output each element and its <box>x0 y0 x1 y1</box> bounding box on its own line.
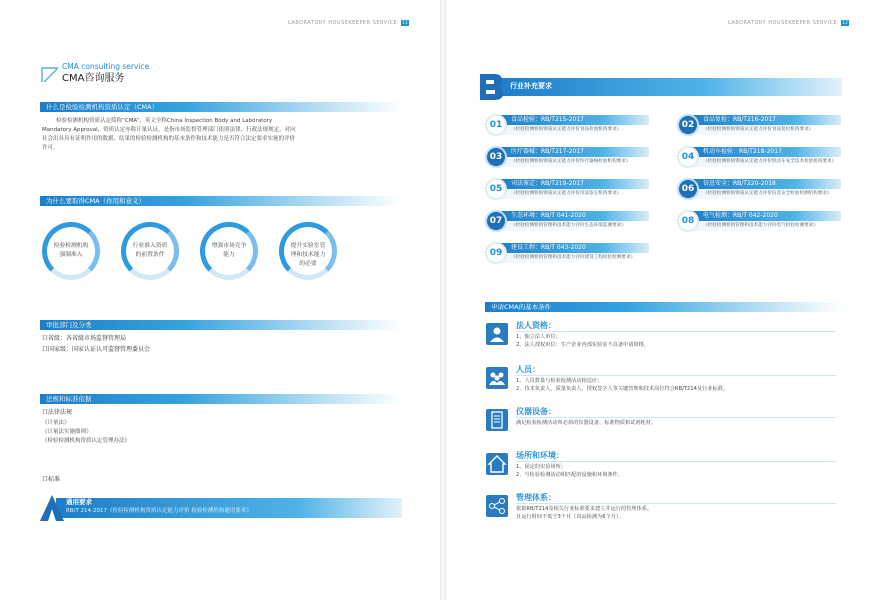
right-page-header <box>728 20 849 26</box>
requirement-title: 信息安全：RB/T220-2018 <box>687 179 841 189</box>
people-icon <box>486 367 508 389</box>
requirement-number: 07 <box>485 210 507 232</box>
condition-title: 法人资格： <box>516 321 556 330</box>
condition-line: 1、人员数量与检验检测活动相适应； <box>516 378 603 384</box>
title-chinese: CMA咨询服务 <box>62 73 125 84</box>
requirement-title: 医疗器械：RB/T217-2017 <box>495 147 649 157</box>
requirement-standard: 《检验检测机构资质认定能力评价机动车安全技术检验机构要求》 <box>687 157 841 167</box>
laws-heading: 口法律法规 <box>42 409 73 416</box>
requirement-title: 食品检验：RB/T215-2017 <box>495 115 649 125</box>
section-b-title: 行业补充要求 <box>510 82 552 90</box>
condition-line: 且运行时间不低于3个月（食品检测为6个月）。 <box>516 514 624 520</box>
condition-title: 仪器设备： <box>516 407 556 416</box>
law-item: 《检验检测机构资质认定管理办法》 <box>42 438 131 444</box>
requirement-item <box>677 178 841 200</box>
condition-title: 管理体系： <box>516 493 556 502</box>
requirement-item <box>485 210 649 232</box>
requirement-item <box>677 146 841 168</box>
person-icon <box>486 323 508 345</box>
circle-item: 增强市场竞争能力 <box>200 222 258 280</box>
law-item: 《计量法实施细则》 <box>42 429 92 435</box>
requirement-standard: 《检验检测机构管理和技术能力评价电气检验检测要求》 <box>687 221 841 231</box>
page-number: 12 <box>842 20 849 25</box>
requirement-title: 司法鉴定：RB/T219-2017 <box>495 179 649 189</box>
general-text: RB/T 214-2017《检验检测机构资质认定能力评价 检验检测机构通用要求》 <box>66 508 252 514</box>
requirement-item <box>485 114 649 136</box>
requirement-number: 03 <box>485 146 507 168</box>
requirement-standard: 《检验检测机构管理和技术能力评价生态环境监测要求》 <box>495 221 649 231</box>
requirement-item <box>677 114 841 136</box>
circle-item: 提升实验室管理和技术能力的必要 <box>279 222 337 280</box>
title-logo <box>40 66 60 84</box>
requirement-title: 电气检测：RB/T 042-2020 <box>687 211 841 221</box>
house-icon <box>486 453 508 475</box>
general-title: 通用要求 <box>66 498 92 506</box>
requirement-title: 食品复检：RB/T216-2017 <box>687 115 841 125</box>
title-english: CMA consulting service <box>62 62 150 71</box>
requirement-item <box>485 146 649 168</box>
requirement-standard: 《检验检测机构资质认定能力评价医疗器械检验机构要求》 <box>495 157 649 167</box>
requirement-title: 生态环境：RB/T 041-2020 <box>495 211 649 221</box>
left-page-header <box>288 20 409 26</box>
brochure-spread: LABORATORY HOUSEKEEPER SERVICE 11 CMA consulting service CMA咨询服务 什么是检验检测机构资质认定（CMA） 检验检测机构资质认定简称“CMA”，英文全称China Inspection Body and Laboratory Mandatory Approval，资质认定亦称计量认证，是指市场监督管理部门依照法律、行政法规规定，对向 社会出具具有证明作用的数据、结果的检验检测机构的基本条件和技术能力是否符合法定要求实施的评价 许可。 为什么要取得CMA（作用和意义） 检验检测机构强制准入 行业准入资质的前置条件 增强市场竞争能力 提升实验室管理和技术能力的必要 审批部门及分类 口省级：各省级市场监督管理局 口国家级：国家认证认可监督管理委员会 法规和标准依据 口法律法规 《计量法》 《计量法实施细则》 《检验检测机构资质认定管理办法》 口标准 通用要求 RB/T 214-2017《检验检测机构资质认定能力评价 检验检测机构通用要求》 LABORATORY HOUSEKEEPER SERVICE 12 行业补充要求 01 食品检验：RB/T215-2017 《检验检测机构资质认定能力评价食品检验机构要求》 02 食品复检：RB/T216-2017 《检验检测机构资质认定能力评价食品复检机构要求》 03 医疗器械：RB/T217-2017 《检验检测机构资质认定能力评价医疗器械检验机构要求》 04 机动车检验：RB/T218-2017 《检验检测机构资质认定能力评价机动车安全技术检验机构要求》 05 司法鉴定：RB/T219-2017 《检验检测机构资质认定能力评价司法鉴定机构要求》 06 信息安全：RB/T220-2018 《检验检测机构资质认定能力评价信息安全检验检测机构要求》 07 生态环境：RB/T 041-2020 《检验检测机构管理和技术能力评价生态环境监测要求》 08 电气检测：RB/T 042-2020 《检验检测机构管理和技术能力评价电气检验检测要求》 09 建设工程：RB/T 043-2020 《检验检测机构管理和技术能力评价建设工程检验检测要求》 申请CMA的基本条件 法人资格： 1、独立法人单位； 2、法人授权单位：生产企业内部实验室不具备申请资格。 人员： 1、人员数量与检验检测活动相适应； 2、技术负责人、质量负责人、授权签字人等关键管理和技术岗位符合RB/T214及行业标准。 仪器设备： 满足检验检测活动所必须的仪器设备、标准物质和试剂耗材。 场所和环境： 1、固定的实验场所； 2、与检验检测活动相匹配的设施和环境条件。 管理体系： 依据RB/T214及相关行业标准要求建立并运行的管理体系。 且运行时间不低于3个月（食品检测为6个月）。 <box>0 0 884 600</box>
requirement-number: 04 <box>677 146 699 168</box>
section-bar-regulations: 法规和标准依据 <box>40 394 402 404</box>
circle-item: 检验检测机构强制准入 <box>42 222 100 280</box>
general-requirement-block <box>40 495 402 521</box>
condition-divider <box>516 331 836 332</box>
requirement-number: 09 <box>485 242 507 264</box>
network-icon <box>486 495 508 517</box>
requirement-number: 06 <box>677 178 699 200</box>
requirement-item <box>485 178 649 200</box>
section-bar-approval: 审批部门及分类 <box>40 320 402 330</box>
requirement-title: 建设工程：RB/T 043-2020 <box>495 243 649 253</box>
circle-item: 行业准入资质的前置条件 <box>121 222 179 280</box>
approval-national: 口国家级：国家认证认可监督管理委员会 <box>42 346 151 353</box>
condition-line: 依据RB/T214及相关行业标准要求建立并运行的管理体系。 <box>516 506 653 512</box>
requirement-number: 01 <box>485 114 507 136</box>
condition-divider <box>516 417 836 418</box>
approval-provincial: 口省级：各省级市场监督管理局 <box>42 335 127 342</box>
condition-line: 2、技术负责人、质量负责人、授权签字人等关键管理和技术岗位符合RB/T214及行业标准。 <box>516 386 729 392</box>
condition-line: 1、固定的实验场所； <box>516 464 566 470</box>
page-gutter <box>440 0 446 600</box>
section-b-block <box>480 74 842 100</box>
condition-divider <box>516 461 836 462</box>
condition-line: 满足检验检测活动所必须的仪器设备、标准物质和试剂耗材。 <box>516 420 657 426</box>
requirement-title: 机动车检验：RB/T218-2017 <box>687 147 841 157</box>
requirement-number: 02 <box>677 114 699 136</box>
condition-line: 2、法人授权单位：生产企业内部实验室不具备申请资格。 <box>516 342 649 348</box>
requirement-standard: 《检验检测机构管理和技术能力评价建设工程检验检测要求》 <box>495 253 649 263</box>
page-number: 11 <box>402 20 409 25</box>
condition-line: 1、独立法人单位； <box>516 334 561 340</box>
standard-heading: 口标准 <box>42 476 61 483</box>
header-text: LABORATORY HOUSEKEEPER SERVICE <box>728 20 838 26</box>
condition-line: 2、与检验检测活动相匹配的设施和环境条件。 <box>516 472 624 478</box>
requirement-standard: 《检验检测机构资质认定能力评价信息安全检验检测机构要求》 <box>687 189 841 199</box>
requirement-standard: 《检验检测机构资质认定能力评价食品检验机构要求》 <box>495 125 649 135</box>
condition-divider <box>516 375 836 376</box>
requirement-item <box>677 210 841 232</box>
section-bar-why-cma: 为什么要取得CMA（作用和意义） <box>40 196 402 206</box>
requirement-standard: 《检验检测机构资质认定能力评价食品复检机构要求》 <box>687 125 841 135</box>
requirement-number: 05 <box>485 178 507 200</box>
requirement-item <box>485 242 649 264</box>
section-bar-what-is-cma: 什么是检验检测机构资质认定（CMA） <box>40 102 402 112</box>
condition-title: 人员： <box>516 365 540 374</box>
equipment-icon <box>486 409 508 431</box>
header-text: LABORATORY HOUSEKEEPER SERVICE <box>288 20 398 26</box>
law-item: 《计量法》 <box>42 420 70 426</box>
condition-divider <box>516 503 836 504</box>
condition-title: 场所和环境： <box>516 451 564 460</box>
requirement-standard: 《检验检测机构资质认定能力评价司法鉴定机构要求》 <box>495 189 649 199</box>
requirement-number: 08 <box>677 210 699 232</box>
section-bar-conditions: 申请CMA的基本条件 <box>485 302 842 312</box>
